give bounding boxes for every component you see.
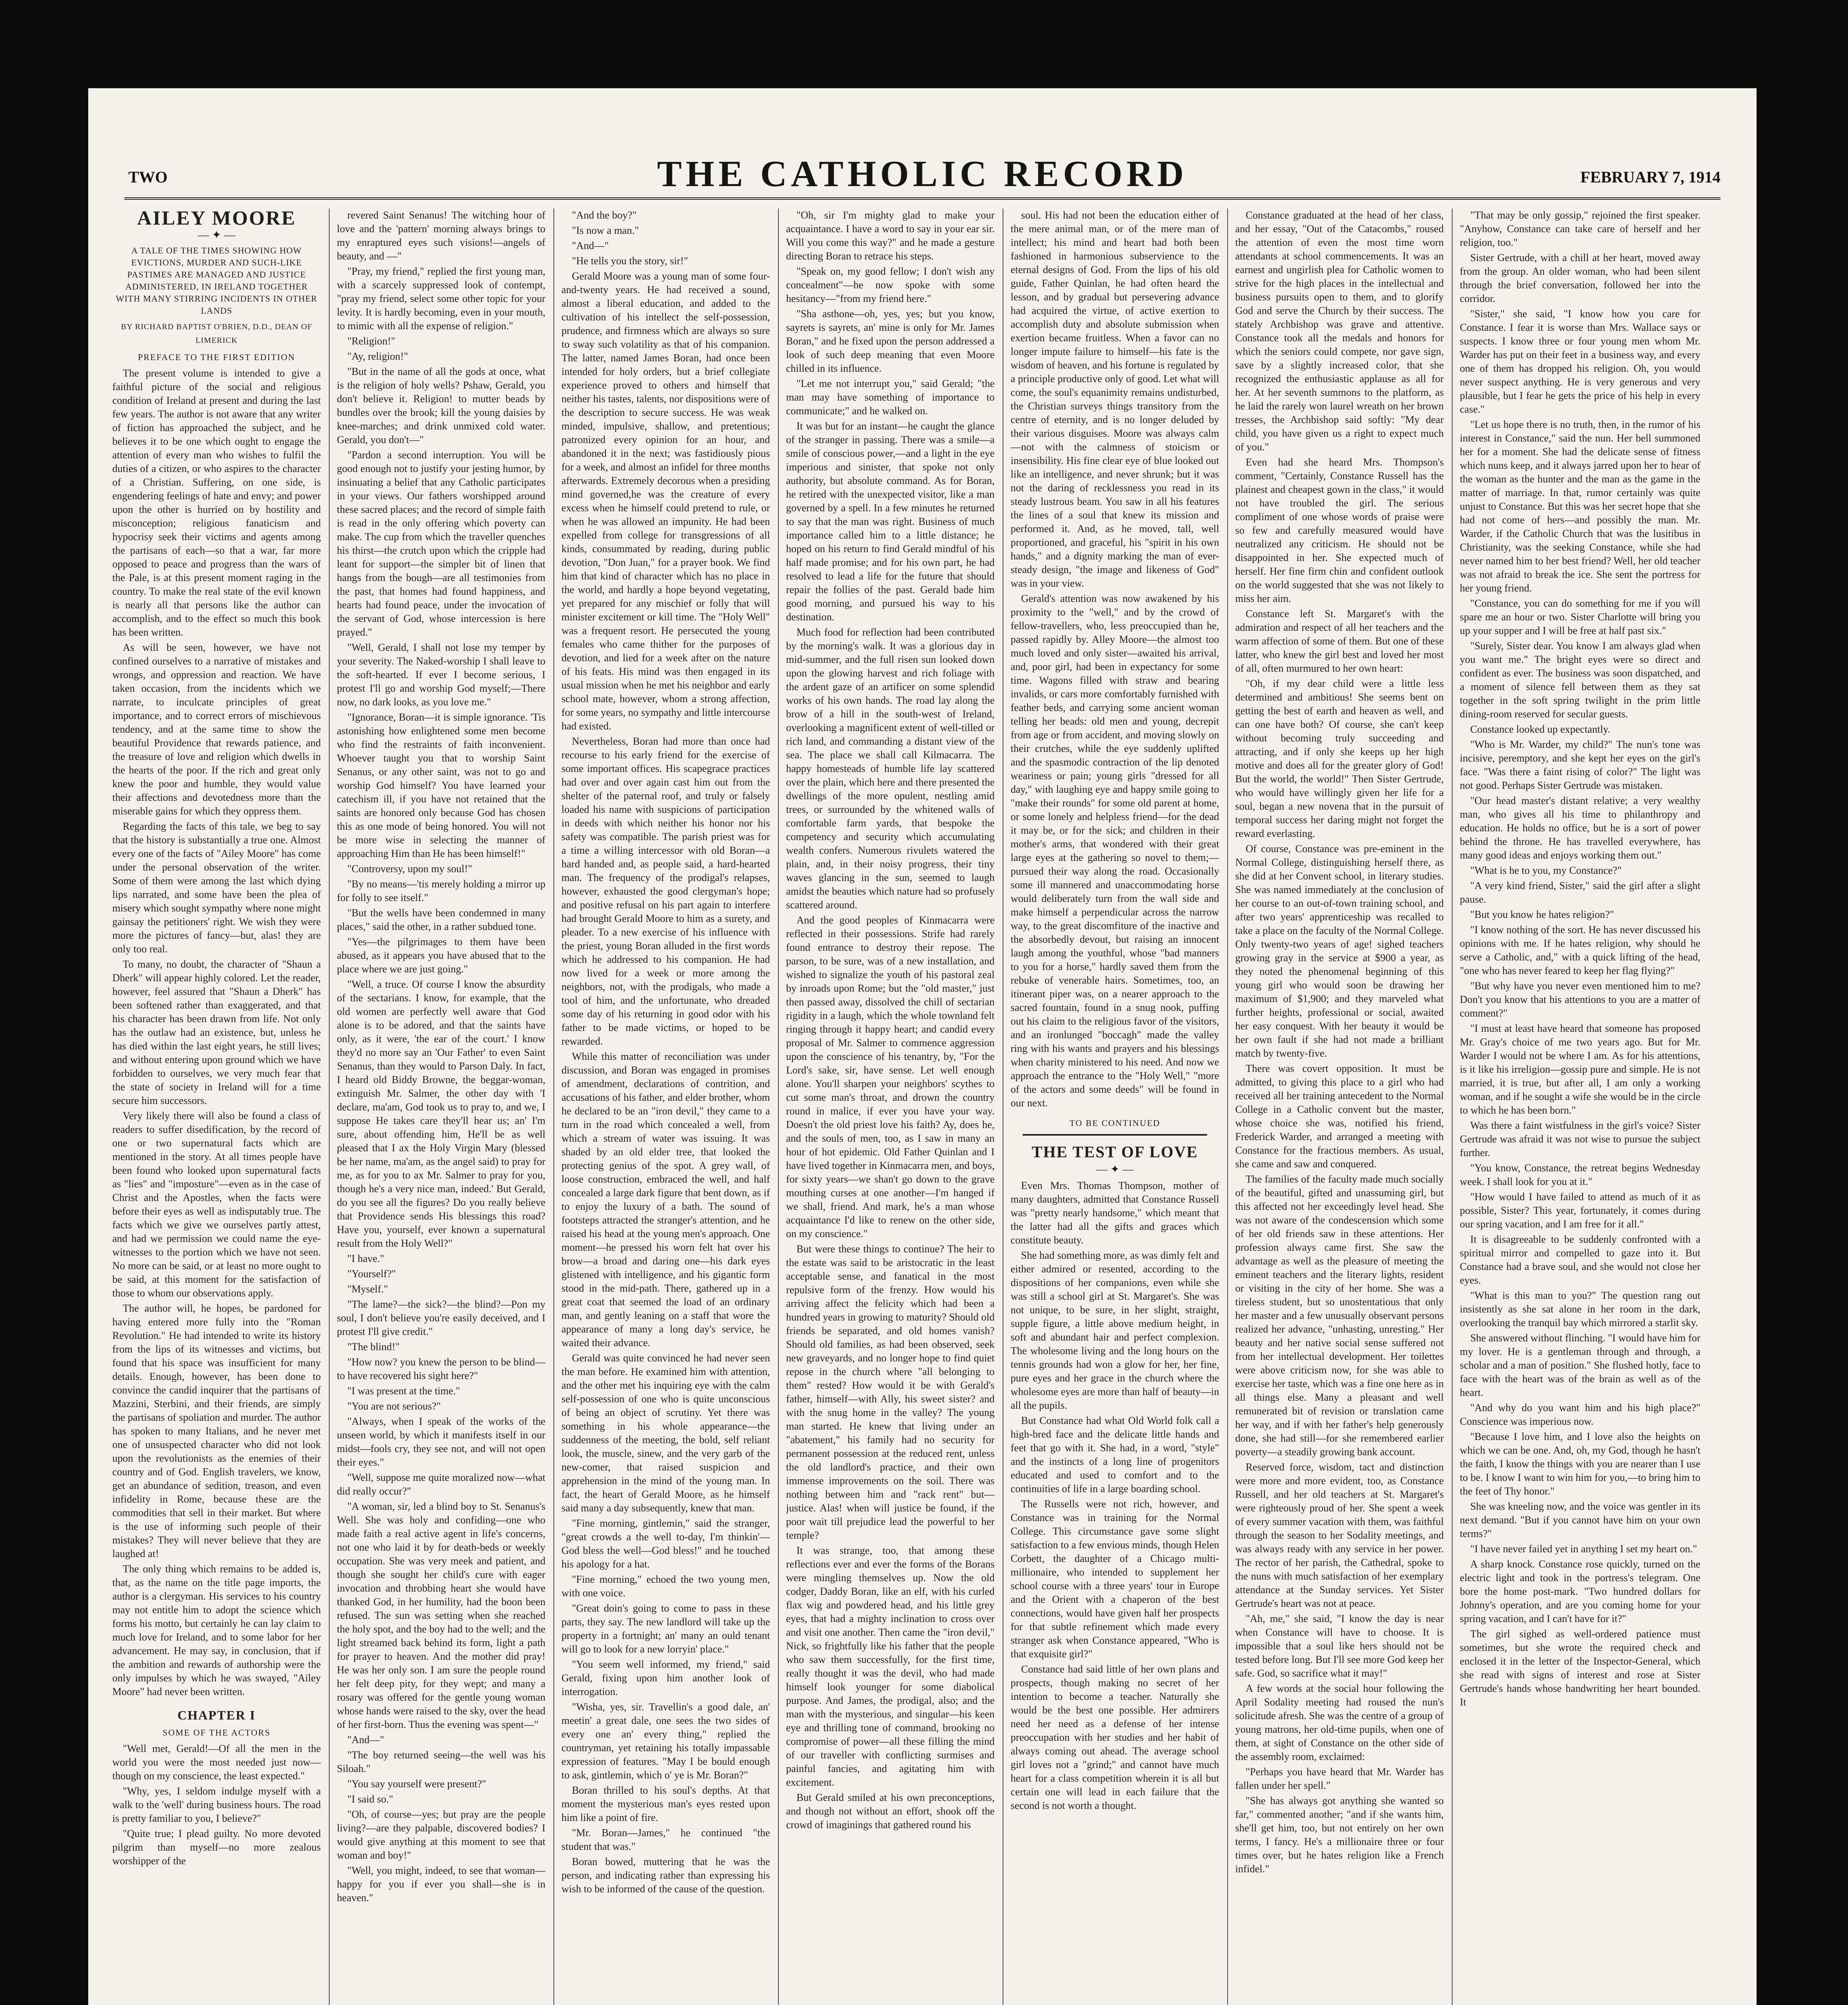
paragraph: But were these things to continue? The heir to the estate was said to be aristocratic in the least acceptable sense, and fanatical in the most repulsive form of the frenzy. How would his arriving affect the felicity which had been a hundred years in growing to maturity? Should old friends be separated, and old homes vanish? Should old families, as had been observed, seek new graveyards, and no longer hope to find quiet repose in the church where "all belonging to them" rested? How would it be with Gerald's father, himself—with Ally, his sweet sister? and with the snug home in the valley? The young man started. He knew that living under an "abatement," his family had no security for permanent possession at the reduced rent, unless the old landlord's practice, and their own immense improvements on the soil. There was nothing between him and "rack rent" but—justice. Alas! when will justice be found, if the poor wait till prejudice lead the powerful to her temple?	[786, 1243, 995, 1541]
paragraph: "Oh, if my dear child were a little less determined and ambitious! She seems bent on getting the best of earth and heaven as well, and can one have both? Of course, she can't keep without becoming truly succeeding and attracting, and if only she keeps up her high motive and does all for the greater glory of God! But the world, the world!" Then Sister Gertrude, who would have willingly given her life for a soul, began a new novena that in the pursuit of temporal success her daring might not forget the reward everlasting.	[1235, 678, 1444, 839]
story2-text	[1235, 209, 1444, 1876]
paragraph: Constance looked up expectantly.	[1470, 723, 1611, 735]
paragraph: "The blind!"	[347, 1341, 400, 1353]
paragraph: "She has always got anything she wanted so far," commented another; "and if she wants him, she'll get him, too, but not entirely on her own terms, I fancy. He's a millionaire three or four times over, but he hates religion like a French infidel."	[1235, 1795, 1444, 1875]
paragraph: Even had she heard Mrs. Thompson's comment, "Certainly, Constance Russell has the plainest and cheapest gown in the class," it would not have troubled the girl. The serious compliment of one whose words of praise were so few and carefully measured would have neutralized any criticism. He should not be disappointed in her. She expected much of herself. Her fine firm chin and confident outlook on the world suggested that she was not likely to miss her aim.	[1235, 456, 1444, 604]
paragraph: revered Saint Senanus! The witching hour of love and the 'pattern' morning always brings to my enraptured eyes such visions!—angels of beauty, and —"	[337, 209, 545, 262]
paragraph: "You say yourself were present?"	[347, 1778, 486, 1790]
to-be-continued: TO BE CONTINUED	[1069, 1118, 1161, 1128]
paragraph: "Surely, Sister dear. You know I am always glad when you want me." The bright eyes were so direct and confident as ever. The business was soon dispatched, and a moment of silence fell between them as they sat together in the soft spring twilight in the prim little dining-room reserved for secular guests.	[1460, 640, 1700, 720]
paragraph: The only thing which remains to be added is, that, as the name on the title page imports, the author is a clergyman. His services to his country may not entitle him to adopt the science which forms his motto, but certainly he can lay claim to much love for Ireland, and to some labor for her advancement. He may say, in conclusion, that if the ambition and rewards of authorship were the only impulses by which he was swayed, "Ailey Moore" had never been written.	[112, 1563, 321, 1697]
paragraph: Boran bowed, muttering that he was the person, and indicating rather than expressing his wish to be informed of the cause of the question.	[561, 1856, 770, 1895]
paragraph: "But the wells have been condemned in many places," said the other, in a rather subdued tone.	[337, 907, 545, 932]
paragraph: "But you know he hates religion?"	[1470, 909, 1614, 920]
paragraph: "Religion!"	[347, 335, 395, 347]
paragraph: "Well met, Gerald!—Of all the men in the world you were the most needed just now—though on my conscience, the least expected."	[112, 1743, 321, 1782]
paragraph: "That may be only gossip," rejoined the first speaker. "Anyhow, Constance can take care of herself and her religion, too."	[1460, 209, 1700, 248]
paragraph: "He tells you the story, sir!"	[572, 255, 688, 267]
paragraph: "Oh, of course—yes; but pray are the people living?—are they palpable, discovered bodies? I would give anything at this moment to see that woman and boy!"	[337, 1809, 545, 1861]
paragraph: "But in the name of all the gods at once, what is the religion of holy wells? Pshaw, Gerald, you don't believe it. Religion! to mutter beads by bundles over the brook; kill the young daisies by knee-marches; and drink unmixed cold water. Gerald, you don't—"	[337, 366, 545, 446]
paragraph: Sister Gertrude, with a chill at her heart, moved away from the group. An older woman, who had been silent through the brief conversation, followed her into the corridor.	[1460, 252, 1700, 304]
paragraph: "Ay, religion!"	[347, 350, 408, 362]
paragraph: "Mr. Boran—James," he continued "the student that was."	[561, 1827, 770, 1852]
paragraph: "I was present at the time."	[347, 1385, 460, 1397]
column-1	[112, 209, 321, 2005]
paragraph: "Myself."	[347, 1283, 388, 1295]
paragraph: "The lame?—the sick?—the blind?—Pon my soul, I don't believe you're easily deceived, and I protest I'll give credit."	[337, 1298, 545, 1337]
paragraph: Gerald Moore was a young man of some four-and-twenty years. He had received a sound, almost a liberal education, and added to the cultivation of his intellect the self-possession, prudence, and firmness which are always so sure to sway such volatility as that of his companion. The latter, named James Boran, had once been intended for holy orders, but a brief collegiate experience proved to others and himself that neither his tastes, talents, nor dispositions were of the description to secure success. He was weak minded, impulsive, shallow, and pretentious; patronized every opinion for an hour, and abandoned it in the next; was fastidiously pious for a week, and almost an infidel for three months afterwards. Extremely decorous when a presiding mind governed,he was the creature of every excess when he himself could pretend to rule, or when he was allowed an impunity. He had been expelled from college for transgressions of all kinds, consummated by reading, during public devotion, "Don Juan," for a prayer book. We find him that kind of character which has no place in the world, and hardly a hope beyond vegetating, yet prepared for any mischief or folly that will minister excitement or kill time. The "Holy Well" was a frequent resort. He persecuted the young females who came thither for the purposes of devotion, and lied for a week after on the nature of his feats. His mind was then engaged in its usual mission when he met his neighbor and early school mate, however, whom a strong affection, for some years, no sympathy and little intercourse had existed.	[561, 270, 770, 732]
paragraph: Gerald's attention was now awakened by his proximity to the "well," and by the crowd of fellow-travellers, who, less preoccupied than he, passed rapidly by. Alley Moore—the almost too much loved and only sister—awaited his arrival, and, poor girl, had been in expectancy for some time. Wagons filled with straw and bearing invalids, or cars more comfortably furnished with feather beds, and carrying some ancient woman telling her beads: old men and young, decrepit from age or from accident, and moving slowly on their crutches, while the eye suddenly uplifted and the spasmodic contraction of the lip denoted weariness or pain; young girls "dressed for all day," with laughing eye and happy smile going to "make their rounds" for some old parent at home, or some lonely and helpless friend—for the dead it may be, or for the sick; and children in their mother's arms, that wondered with their great large eyes at the gathering so novel to them;—pursued their way along the road. Occasionally some ill mannered and unaccommodating horse would deliberately turn from the wall side and make himself a perpendicular across the narrow way, to the great discomfiture of the inactive and the absorbedly devout, but raising an innocent laugh among the youthful, whose "bad manners to you for a horse," hardly saved them from the rebuke of venerable hairs. Sometimes, too, an itinerant piper was, on a nearer approach to the sacred fountain, found in a snug nook, puffing out his claim to the religious favor of the visitors, and an ironlunged "boccagh" made the valley ring with his wants and prayers and his blessings when charity ministered to his need. And now we approach the entrance to the "Holy Well," "more of the actors and some deeds" will be found in our next.	[1011, 593, 1219, 1109]
paragraph: "And—"	[572, 240, 609, 251]
newspaper-title: THE CATHOLIC RECORD	[657, 153, 1188, 194]
preface-text	[112, 367, 321, 1699]
paragraph: "A woman, sir, led a blind boy to St. Senanus's Well. She was holy and confiding—one who made faith a real active agent in life's concerns, not one who laid it by for death-beds or weekly occupation. She was very meek and patient, and though she sought her child's cure with eager invocation and throbbing heart she would have thanked God, in her humility, had the boon been refused. The sun was setting when she reached the holy spot, and the boy had to the well; and the light streamed back behind its form, light a path for prayer to heaven. And the mother did pray! He was her only son. I am sure the people round her felt deep pity, for they wept; and many a rosary was offered for the gentle young woman whose hands were raised to the sky, over the head of her first-born. Thus the evening was spent—"	[337, 1501, 545, 1730]
paragraph: "Always, when I speak of the works of the unseen world, by which it manifests itself in our midst—fools cry, they see not, and will not open their eyes."	[337, 1416, 545, 1468]
paragraph: Gerald was quite convinced he had never seen the man before. He examined him with attention, and the other met his inquiring eye with the calm self-possession of one who is quite unconscious of being an object of scrutiny. Yet there was something in his whole appearance—the suddenness of the meeting, the bold, self reliant look, the muscle, sinew, and the very garb of the new-comer, that raised suspicion and apprehension in the mind of the young man. In fact, the heart of Gerald Moore, as he himself said many a day subsequently, knew that man.	[561, 1352, 770, 1514]
paragraph: "Pardon a second interruption. You will be good enough not to justify your jesting humor, by insinuating a belief that any Catholic participates in your views. Our fathers worshipped around these sacred places; and the record of simple faith is read in the only offering which poverty can make. The cup from which the traveller quenches his thirst—the crutch upon which the cripple had leant for support—the simpler bit of linen that hangs from the bough—are all testimonies from the past, that homes had found happiness, and hearts had found peace, under the invocation of the servant of God, whose intercession is here prayed."	[337, 449, 545, 638]
paragraph: She was kneeling now, and the voice was gentler in its next demand. "But if you cannot have him on your own terms?"	[1460, 1501, 1700, 1539]
story-text	[1011, 209, 1219, 1110]
paragraph: "Pray, my friend," replied the first young man, with a scarcely suppressed look of contempt, "pray my friend, select some other topic for your levity. It is hardly becoming, even in your mouth, to mimic with all the expense of religion."	[337, 265, 545, 332]
paragraph: Reserved force, wisdom, tact and distinction were more and more evident, too, as Constance Russell, and her old teachers at St. Margaret's were righteously proud of her. She spent a week of every summer vacation with them, was faithful through the season to her Sodality meetings, and was always ready with any service in her power. The rector of her parish, the Cathedral, spoke to the nuns with much satisfaction of her exemplary attendance at the Sunday services. Yet Sister Gertrude's heart was not at peace.	[1235, 1461, 1444, 1609]
paragraph: "Controversy, upon my soul!"	[347, 863, 472, 875]
ornament: — ✦ —	[1096, 1163, 1134, 1176]
column-divider	[1227, 209, 1228, 2005]
column-3	[561, 209, 770, 2005]
paragraph: "Why, yes, I seldom indulge myself with a walk to the 'well' during business hours. The road is pretty familiar to you, I believe?"	[112, 1785, 321, 1824]
paragraph: "Great doin's going to come to pass in these parts, they say. The new landlord will take up the property in a fortnight; an' many an ould tenant will go to look for a new lorryin' place."	[561, 1602, 770, 1655]
paragraph: "You know, Constance, the retreat begins Wednesday week. I shall look for you at it."	[1460, 1162, 1700, 1187]
newspaper-page	[88, 88, 1757, 2005]
paragraph: Constance left St. Margaret's with the admiration and respect of all her teachers and the warm affection of some of them. But one of these latter, who knew the girl best and loved her most of all, often murmured to her own heart:	[1235, 608, 1444, 674]
paragraph: As will be seen, however, we have not confined ourselves to a narrative of mistakes and wrongs, and oppression and reaction. We have taken occasion, from the incidents which we narrate, to inculcate principles of great importance, and to correct errors of mischievous tendency, and at the same time to show the beautiful Providence that rewards patience, and the treasure of love and religion which dwells in the hearts of the poor. If the rich and great only knew the poor and humble, they would value their affections and devotedness more than the miserable gains for which they oppress them.	[112, 642, 321, 817]
paragraph: "Wisha, yes, sir. Travellin's a good dale, an' meetin' a great dale, one sees the two sides of every one an' every thing," replied the countryman, yet retaining his totally impassable expression of features. "May I be bould enough to ask, gintlemin, which o' ye is Mr. Boran?"	[561, 1701, 770, 1781]
masthead	[88, 148, 1757, 200]
story-text	[786, 209, 995, 1832]
issue-date: FEBRUARY 7, 1914	[1580, 168, 1720, 186]
paragraph: soul. His had not been the education either of the mere animal man, or of the mere man of intellect; his mind and heart had both been fashioned in harmonious subservience to the eternal designs of God. From the lips of his old guide, Father Quinlan, he had often heard the lesson, and by gradual but persevering advance had acquired the virtue, of active exertion to accomplish duty and absolute submission when exertion became fruitless. When a favor can no longer impute failure to himself—his fate is the wisdom of heaven, and his fortune is regulated by a principle productive only of good. Let what will come, the soul's equanimity remains undisturbed, the Christian surveys things transitory from the centre of eternity, and is no longer deluded by their various disguises. Moore was always calm—not with the calmness of stoicism or insensibility. His fine clear eye of blue looked out like an intelligence, and never shrunk; but it was not the daring of recklessness you read in its steady lustrous beam. You saw in all his features the lines of a soul that knew its mission and performed it. And, as he moved, tall, well proportioned, and graceful, his "spirit in his own hands," and a dignity marking the man of ever-steady design, "the image and likeness of God" was in your view.	[1011, 209, 1219, 589]
paragraph: "Ah, me," she said, "I know the day is near when Constance will have to choose. It is impossible that a soul like hers should not be tested before long. But I'll see more God keep her safe. God, so sacrifice what it may!"	[1235, 1613, 1444, 1679]
paragraph: "How now? you knew the person to be blind—to have recovered his sight here?"	[337, 1356, 545, 1381]
column-divider	[1452, 209, 1453, 2005]
column-divider	[329, 209, 330, 2005]
paragraph: "Let us hope there is no truth, then, in the rumor of his interest in Constance," said the nun. Her bell summoned her for a moment. She had the delicate sense of fitness which nuns keep, and it always jarred upon her to hear of the woman as the hunter and the man as the game in the matter of marriage. In that, rumor certainly was quite unjust to Constance. But this was her secret hope that she had not come of hers—and possibly the man. Mr. Warder, if the Catholic Church that was the lusitibus in Christianity, was the seeking Constance, while she had never named him to her best friend? Well, her old teacher was not afraid to break the ice. She sent the portress for her young friend.	[1460, 419, 1700, 594]
paragraph: "What is this man to you?" The question rang out insistently as she sat alone in her room in the dark, overlooking the tranquil bay which mirrored a starlit sky.	[1460, 1290, 1700, 1329]
paragraph: But Gerald smiled at his own preconceptions, and though not without an effort, shook off the crowd of imaginings that gathered round his	[786, 1792, 995, 1831]
paragraph: "I must at least have heard that someone has proposed Mr. Gray's choice of me two years ago. But for Mr. Warder I would not be where I am. As for his attentions, is it like his irreligion—gossip pure and simple. He is not married, it is true, but after all, I am only a working woman, and if he sought a wife she would be in the circle to which he has been born."	[1460, 1023, 1700, 1116]
paragraph: "You seem well informed, my friend," said Gerald, fixing upon him another look of interrogation.	[561, 1659, 770, 1697]
paragraph: Regarding the facts of this tale, we beg to say that the history is substantially a true one. Almost every one of the facts of "Ailey Moore" has come under the personal observation of the writer. Some of them were among the last which dying lips narrated, and some have been the plea of misery which sought sympathy where none might gainsay the petitioners' right. We wish they were more the pictures of fancy—but, alas! they are only too real.	[112, 820, 321, 955]
paragraph: Nevertheless, Boran had more than once had recourse to his early friend for the exercise of some important offices. His scapegrace practices had over and over again cast him out from the shelter of the paternal roof, and truly or falsely loaded his name with suspicions of participation in deeds with which neither his honor nor his safety was compatible. The parish priest was for a time a willing intercessor with old Boran—a hard handed and, as people said, a hard-hearted man. The frequency of the prodigal's relapses, however, exhausted the good clergyman's hope; and positive refusal on his part again to interfere had brought Gerald Moore to him as a surety, and pleader. To a new exercise of his influence with the priest, young Boran alluded in the first words which he addressed to his companion. He had now lived for a week or more among the neighbors, not, with the prodigals, who made a tool of him, and the unfortunate, who dreaded some day of his returning in good odor with his father to be made victims, or hoped to be rewarded.	[561, 735, 770, 1047]
story-title: AILEY MOORE	[137, 209, 296, 229]
paragraph: To many, no doubt, the character of "Shaun a Dherk" will appear highly colored. Let the reader, however, feel assured that "Shaun a Dherk" has been softened rather than exaggerated, and that his character has been drawn from life. Not only has the outlaw had an existence, but, unless he has died within the last eight years, he still lives; and without entering upon ground which we have forbidden to ourselves, we very much fear that the state of society in Ireland will for a time secure him successors.	[112, 958, 321, 1106]
story2-text	[1011, 1179, 1219, 1813]
story-text	[337, 209, 545, 1905]
paragraph: It was strange, too, that among these reflections ever and ever the forms of the Borans were mingling themselves up. Now the old codger, Daddy Boran, like an elf, with his curled flax wig and powdered head, and his little grey eyes, that had a mighty inclination to cross over and visit one another. Then came the "iron devil," Nick, so frightfully like his father that the people who saw them successfully, for the first time, really thought it was the devil, who had made himself look younger for some diabolical purpose. And James, the prodigal, also; and the man with the mysterious, and singular—his keen eye and thrilling tone of command, brooking no compromise of power—all these filling the mind of our traveller with conflicting surmises and painful fancies, and agitating him with excitement.	[786, 1545, 995, 1788]
paragraph: "I have."	[347, 1253, 384, 1264]
paragraph: Of course, Constance was pre-eminent in the Normal College, distinguishing herself there, as she did at her Convent school, in literary studies. She was named immediately at the conclusion of her course to an out-of-town training school, and after two years' apprenticeship was recalled to take a place on the faculty of the Normal College. Only twenty-two years of age! sighed teachers growing gray in the service at $900 a year, as they noted the phenomenal beginning of this young girl who would soon be drawing her maximum of $1,900; and they marveled what further heights, professional or social, awaited her easy conquest. With her beauty it would be her own fault if she had not made a brilliant match by twenty-five.	[1235, 843, 1444, 1059]
paragraph: "Fine morning, gintlemin," said the stranger, "great crowds a the well to-day, I'm thinkin'—God bless the well—God bless!" and he touched his apology for a hat.	[561, 1517, 770, 1570]
ornament: — ✦ —	[198, 229, 235, 241]
paragraph: Constance had said little of her own plans and prospects, though making no secret of her intention to become a teacher. Naturally she would be the best one possible. Her admirers need her need as a defense of her intense preoccupation with her studies and her habit of always coming out ahead. The average school girl loves not a "grind;" and cannot have much heart for a class competition wherein it is all but certain one will lead in each failure that the second is not worth a thought.	[1011, 1663, 1219, 1811]
paragraph: "And the boy?"	[572, 209, 637, 221]
story2-title: THE TEST OF LOVE	[1031, 1143, 1198, 1161]
paragraph: Even Mrs. Thomas Thompson, mother of many daughters, admitted that Constance Russell was "pretty nearly handsome," which meant that the latter had all the gifts and graces which constitute beauty.	[1011, 1180, 1219, 1246]
column-divider	[778, 209, 779, 2005]
page-label: TWO	[128, 168, 168, 186]
paragraph: There was covert opposition. It must be admitted, to giving this place to a girl who had received all her training antecedent to the Normal College in a Catholic convent but the master, whose choice she was, notified his friend, Frederick Warder, and arranged a meeting with Constance for the fractious members. As usual, she came and saw and conquered.	[1235, 1063, 1444, 1170]
paragraph: The girl sighed as well-ordered patience must sometimes, but she wrote the required check and enclosed it in the letter of the Inspector-General, which she read with signs of interest and rose at Sister Gertrude's hands whose handwriting her heart bounded. It	[1460, 1628, 1700, 1708]
paragraph: "By no means—'tis merely holding a mirror up for folly to see itself."	[337, 878, 545, 903]
paragraph: Constance graduated at the head of her class, and her essay, "Out of the Catacombs," roused the attention of even the most time worn attendants at school commencements. It was an earnest and ungirlish plea for Catholic women to strive for the high places in the intellectual and business pursuits open to them, and to glorify God and serve the Church by their success. The stately Archbishop was grave and attentive. Constance took all the medals and honors for which the seniors could compete, nor gave sign, save by a slightly increased color, that she recognized the enthusiastic applause as all for her. At her seventh summons to the platform, as he laid the rarely won laurel wreath on her brown tresses, the Archbishop said softly: "My dear child, you have given us a right to expect much of you."	[1235, 209, 1444, 453]
chapter-heading: CHAPTER I	[177, 1708, 256, 1722]
paragraph: The present volume is intended to give a faithful picture of the social and religious condition of Ireland at present and during the last few years. The author is not aware that any writer of fiction has approached the subject, and he believes it to be one which ought to engage the attention of every man who wishes to fulfil the duties of a citizen, or who aspires to the character of a Christian. Suffering, on one side, is engendering feelings of hate and envy; and power upon the other is hurried on by hostility and misconception; religious fanaticism and hypocrisy seek their victims and agents among the partisans of each—so that a war, far more opposed to peace and progress than the wars of the Pale, is at this present moment raging in the country. To make the real state of the evil known is nearly all that persons like the author can accomplish, and to the effect so much this book has been written.	[112, 367, 321, 638]
paragraph: "Ignorance, Boran—it is simple ignorance. 'Tis astonishing how enlightened some men become who find the restraints of faith inconvenient. Whoever taught you that to worship Saint Senanus, or any other saint, was not to go and worship God himself? You have learned your catechism ill, if you have not retained that the saints are honored only because God has chosen this as one mode of being honored. You will not be more wise in selecting the manner of approaching Him than He has been himself!"	[337, 711, 545, 859]
paragraph: "Let me not interrupt you," said Gerald; "the man may have something of importance to communicate;" and he walked on.	[786, 378, 995, 417]
paragraph: And the good peoples of Kinmacarra were reflected in their possessions. Strife had rarely found entrance to destroy their repose. The parson, to be sure, was of a new installation, and wished to signalize the youth of his pastoral zeal by inroads upon Rome; but the "old master," just then passed away, dissolved the chill of sectarian rigidity in a laugh, which the whole townland felt ringing through it happy heart; and candid every proposal of Mr. Salmer to commence aggression upon the conscience of his tenantry, by, "For the Lord's sake, sir, have sense. Let well enough alone. You'll sharpen your neighbors' scythes to cut some man's throat, and drown the country round in malice, if ever you have your way. Doesn't the old priest love his faith? Ay, does he, and the souls of men, too, as I saw in many an hour of hot epidemic. Old Father Quinlan and I have lived together in Kinmacarra men, and boys, for sixty years—we shan't go down to the grave mouthing curses at one another—I'm hanged if we shall, friend. And mark, he's a man whose acquaintance I'd like to renew on the other side, on my conscience."	[786, 914, 995, 1239]
paragraph: She answered without flinching. "I would have him for my lover. He is a gentleman through and through, a scholar and a man of position." She flushed hotly, face to face with the heart was of the brain as well as of the heart.	[1460, 1332, 1700, 1398]
story-text	[561, 209, 770, 1896]
column-7	[1460, 209, 1700, 2005]
paragraph: She had something more, as was dimly felt and either admired or resented, according to the dispositions of her companions, even while she was still a school girl at St. Margaret's. She was not unique, to be sure, in her slight, straight, supple figure, a little above medium height, in soft and abundant hair and perfect complexion. The wholesome living and the long hours on the tennis grounds had won a glow for her, her fine, pure eyes and her grace in the church where the wholesome eyes are more than half of beauty—in all the pupils.	[1011, 1250, 1219, 1411]
paragraph: A sharp knock. Constance rose quickly, turned on the electric light and took in the portress's telegram. One bore the home post-mark. "Two hundred dollars for Johnny's operation, and are you coming home for your spring vacation, and I can't have for it?"	[1460, 1558, 1700, 1624]
column-5	[1011, 209, 1219, 2005]
paragraph: "Constance, you can do something for me if you will spare me an hour or two. Sister Charlotte will bring you up your supper and I will be free at half past six."	[1460, 597, 1700, 636]
paragraph: "Yes—the pilgrimages to them have been abused, as it appears you have abused that to the place where we are just going."	[337, 936, 545, 975]
paragraph: The families of the faculty made much socially of the beautiful, gifted and unassuming girl, but this affected not her exceedingly level head. She was not aware of the condescension which some of her old friends saw in these attentions. Her profession always came first. She saw the advantage as well as the pleasure of meeting the eminent teachers and the literary lights, resident or visiting in the city of her home. She was a tireless student, but so unostentatious that only her master and a few unusually observant persons realized her advance, "unhasting, unresting." Her beauty and her native social sense suffered not from her intellectual development. Her toilettes were above criticism now, for she was able to exercise her taste, which was a fine one here as in all things else. Many a pleasant and well remunerated bit of revision or translation came her way, and if with her father's help generously done, she had still—for she remembered earlier poverty—a steadily growing bank account.	[1235, 1173, 1444, 1458]
paragraph: "Because I love him, and I love also the heights on which we can be one. And, oh, my God, though he hasn't the faith, I know the things with you are nearer than I use to be. I know I want to win him for you,—to bring him to the feet of Thy honor."	[1460, 1431, 1700, 1497]
paragraph: It is disagreeable to be suddenly confronted with a spiritual mirror and compelled to gaze into it. But Constance had a brave soul, and she would not close her eyes.	[1460, 1233, 1700, 1286]
masthead-rule	[124, 197, 1720, 200]
paragraph: "You are not serious?"	[347, 1400, 441, 1412]
column-divider	[553, 209, 554, 2005]
paragraph: "Who is Mr. Warder, my child?" The nun's tone was incisive, peremptory, and she kept her eyes on the girl's face. "Was there a faint rising of color?" The light was not good. Perhaps Sister Gertrude was mistaken.	[1460, 739, 1700, 791]
paragraph: "Sha asthone—oh, yes, yes; but you know, sayrets is sayrets, an' mine is only for Mr. James Boran," and he fixed upon the person addressed a look of such deep meaning that even Moore chilled in its influence.	[786, 308, 995, 374]
paragraph: "Quite true; I plead guilty. No more devoted pilgrim than myself—no more zealous worshipper of the	[112, 1828, 321, 1867]
chapter-subtitle: SOME OF THE ACTORS	[162, 1728, 271, 1738]
story-author: BY RICHARD BAPTIST O'BRIEN, D.D., DEAN OF LIMERICK	[121, 322, 312, 345]
paragraph: "Fine morning," echoed the two young men, with one voice.	[561, 1574, 770, 1599]
paragraph: The author will, he hopes, be pardoned for having entered more fully into the "Roman Revolution." He had intended to write its history from the lips of its witnesses and victims, but found that his space was insufficient for many details. Enough, however, has been done to convince the candid inquirer that the partisans of Mazzini, Sterbini, and their friends, are simply the partisans of spoliation and murder. The author has spoken to many Italians, and he never met one of unsuspected character who did not look upon the revolutionists as the enemies of their country and of God. English travelers, we know, get an abundance of sedition, treason, and even infidelity in Rome, because these are the commodities that sell in their market. But where is the use of informing such people of their mistakes? They will never believe that they are laughed at!	[112, 1302, 321, 1559]
paragraph: "And—"	[347, 1734, 385, 1746]
paragraph: "Yourself?"	[347, 1268, 396, 1280]
paragraph: Much food for reflection had been contributed by the morning's walk. It was a glorious day in mid-summer, and the full risen sun looked down upon the glowing harvest and rich foliage with the ardent gaze of an artificer on some splendid works of his own hands. The road lay along the brow of a hill in the south-west of Ireland, overlooking a magnificent extent of well-tilled or rich land, and commanding a distant view of the sea. The place we shall call Kilmacarra. The happy homesteads of humble life lay scattered over the plain, which here and there presented the dwellings of the more opulent, nestling amid trees, or surrounded by the whitened walls of comfortable farm yards, that bespoke the competency and security which accumulating wealth confers. Numerous rivulets watered the plain, and, in their noisy progress, their tiny waves glancing in the sun, seemed to laugh amidst the beauties which nature had so profusely scattered around.	[786, 626, 995, 911]
column-4	[786, 209, 995, 2005]
paragraph: Very likely there will also be found a class of readers to suffer disedification, by the record of one or two supernatural facts which are mentioned in the story. At all times people have been found who looked upon supernatural facts as "lies" and "imposture"—even as in the case of Christ and the Apostles, when the facts were before their eyes as well as indisputably true. The facts which we give we ourselves partly attest, and had we permission we could name the eye-witnesses to the portion which we have not seen. No more can be said, or at least no more ought to be said, at this moment for the satisfaction of those to whom our observations apply.	[112, 1110, 321, 1299]
paragraph: "Well, a truce. Of course I know the absurdity of the sectarians. I know, for example, that the old women are perfectly well aware that God alone is to be adored, and that the saints have only, as it were, 'the ear of the court.' I know they'd no more say an 'Our Father' to even Saint Senanus, than they would to Parson Daly. In fact, I heard old Biddy Browne, the beggar-woman, extinguish Mr. Salmer, the other day with 'I declare, ma'am, God took us to pray to, and we, I suppose He takes care they'll hear us; an' I'm sure, about offending him, He'll be as well pleased that I ax the Holy Virgin Mary (blessed be her name, ma'am, as the angel said) to pray for me, as for you to ax Mr. Salmer to pray for you, though he's a very nice man, indeed.' But Gerald, do you see all the figures? Do you really believe that Providence sends His blessings this road? Have you, yourself, ever known a supernatural result from the Holy Well?"	[337, 978, 545, 1249]
paragraph: Boran thrilled to his soul's depths. At that moment the mysterious man's eyes rested upon him like a point of fire.	[561, 1784, 770, 1823]
column-6	[1235, 209, 1444, 2005]
paragraph: "Is now a man."	[572, 225, 639, 236]
section-rule	[1023, 1134, 1207, 1136]
paragraph: But Constance had what Old World folk call a high-bred face and the delicate little hands and feet that go with it. She had, in a word, "style" and the instincts of a long line of progenitors educated and used to comfort and to the continuities of life in a large boarding school.	[1011, 1415, 1219, 1495]
paragraph: "Well, Gerald, I shall not lose my temper by your severity. The Naked-worship I shall leave to the soft-hearted. If ever I become serious, I protest I'll go and worship God myself;—There now, no dark looks, as you love me."	[337, 642, 545, 708]
paragraph: "Oh, sir I'm mighty glad to make your acquaintance. I have a word to say in your ear sir. Will you come this way?" and he made a gesture directing Boran to retrace his steps.	[786, 209, 995, 262]
column-2	[337, 209, 545, 2005]
paragraph: "I said so."	[347, 1793, 393, 1805]
chapter-text	[112, 1742, 321, 1868]
paragraph: "Our head master's distant relative; a very wealthy man, who gives all his time to philanthropy and education. He holds no office, but he is a sort of power behind the throne. He has travelled everywhere, has many good ideas and enjoys working them out."	[1460, 795, 1700, 861]
paragraph: "Well, you might, indeed, to see that woman—happy for you if ever you shall—she is in heaven."	[337, 1865, 545, 1904]
paragraph: "I have never failed yet in anything I set my heart on."	[1470, 1543, 1697, 1555]
paragraph: "Speak on, my good fellow; I don't wish any concealment"—he now spoke with some hesitancy—"from my friend here."	[786, 265, 995, 304]
story2-text	[1460, 209, 1700, 1709]
paragraph: Was there a faint wistfulness in the girl's voice? Sister Gertrude was afraid it was not wise to pursue the subject further.	[1460, 1120, 1700, 1158]
paragraph: "Well, suppose me quite moralized now—what did really occur?"	[337, 1472, 545, 1497]
paragraph: It was but for an instant—he caught the glance of the stranger in passing. There was a smile—a smile of conscious power,—and a light in the eye imperious and sinister, that spoke not only authority, but absolute command. As for Boran, he retired with the unexpected visitor, like a man governed by a spell. In a few minutes he returned to say that the man was right. Business of much importance called him to a little distance; he hoped on his return to find Gerald mindful of his half made promise; and for his own part, he had resolved to lead a life for the future that should repair the follies of the past. Gerald bade him good morning, and pursued his way to his destination.	[786, 420, 995, 623]
paragraph: "A very kind friend, Sister," said the girl after a slight pause.	[1460, 880, 1700, 905]
paragraph: While this matter of reconciliation was under discussion, and Boran was engaged in promises of amendment, declarations of contrition, and accusations of his father, and elder brother, whom he declared to be an "iron devil," they came to a turn in the road which concealed a well, from which a stream of water was issuing. It was shaded by an old elder tree, that looked the protecting genius of the spot. A grey wall, of loose construction, embraced the well, and half concealed a large dark figure that bent down, as if to enjoy the luxury of a bath. The sound of footsteps attracted the stranger's attention, and he raised his head at the young men's approach. One moment—he pressed his worn felt hat over his brow—a broad and daring one—his dark eyes glistened with intelligence, and his gigantic form stood in the mid-path. There, gathered up in a great coat that seemed the load of an ordinary man, and gently leaning on a staff that wore the appearance of many a long day's service, he waited their advance.	[561, 1051, 770, 1349]
paragraph: "Sister," she said, "I know how you care for Constance. I fear it is worse than Mrs. Wallace says or suspects. I know three or four young men whom Mr. Warder has put on their feet in a business way, and every one of them has dropped his religion. Oh, you would never suspect anything. He is very generous and very plausible, but I fear he gets the price of his help in every case."	[1460, 308, 1700, 415]
paragraph: "But why have you never even mentioned him to me? Don't you know that his attentions to you are a matter of comment?"	[1460, 980, 1700, 1019]
paragraph: "What is he to you, my Constance?"	[1470, 865, 1622, 876]
story-subtitle: A TALE OF THE TIMES SHOWING HOW EVICTIONS, MURDER AND SUCH-LIKE PASTIMES ARE MANAGED AND JUSTICE ADMINISTERED, IN IRELAND TOGETHER WITH MANY STIRRING INCIDENTS IN OTHER LANDS	[116, 245, 318, 316]
paragraph: The Russells were not rich, however, and Constance was in training for the Normal College. This circumstance gave some slight satisfaction to a few envious minds, though Helen Corbett, the daughter of a Chicago multi-millionaire, who intended to supplement her school course with a three years' tour in Europe and the Orient with a chaperon of the best connections, would have given half her prospects for that subtle refinement which made every stranger ask when Constance appeared, "Who is that exquisite girl?"	[1011, 1498, 1219, 1660]
paragraph: A few words at the social hour following the April Sodality meeting had roused the nun's solicitude afresh. She was the centre of a group of young matrons, her old-time pupils, when one of them, at sight of Constance on the other side of the assembly room, exclaimed:	[1235, 1683, 1444, 1762]
paragraph: "And why do you want him and his high place?" Conscience was imperious now.	[1460, 1402, 1700, 1427]
paragraph: "The boy returned seeing—the well was his Siloah."	[337, 1749, 545, 1774]
paragraph: "I know nothing of the sort. He has never discussed his opinions with me. If he hates religion, why should he serve a Catholic, and," with a quick lifting of the head, "one who has never feared to keep her flag flying?"	[1460, 924, 1700, 976]
paragraph: "How would I have failed to attend as much of it as possible, Sister? This year, fortunately, it comes during our spring vacation, and I am free for it all."	[1460, 1191, 1700, 1230]
paragraph: "Perhaps you have heard that Mr. Warder has fallen under her spell."	[1235, 1766, 1444, 1791]
preface-heading: PREFACE TO THE FIRST EDITION	[138, 352, 296, 362]
